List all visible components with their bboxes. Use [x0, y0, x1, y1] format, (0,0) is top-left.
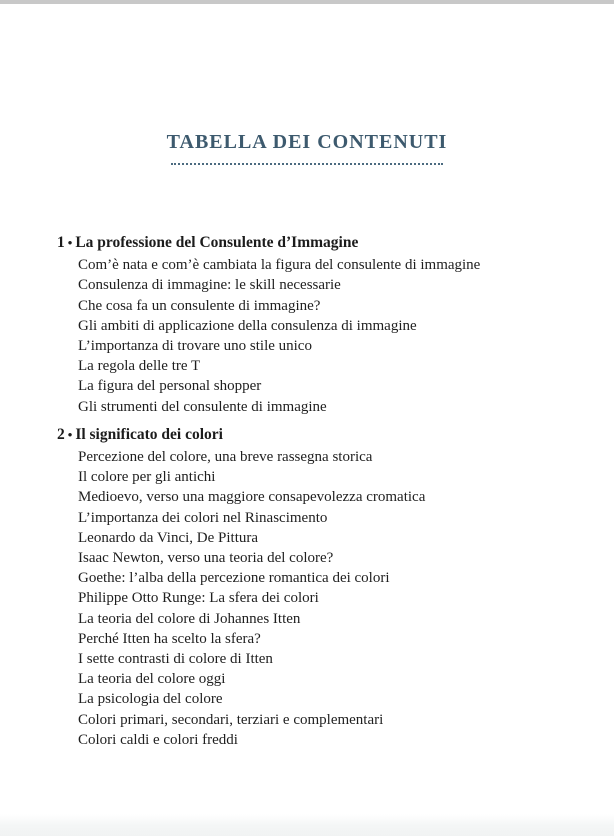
- table-of-contents: [0, 233, 614, 750]
- dotted-divider: [171, 163, 443, 165]
- section-heading[interactable]: [57, 233, 574, 253]
- section-number: 1: [57, 234, 65, 251]
- toc-item[interactable]: Goethe: l’alba della percezione romantica dei colori: [78, 570, 390, 587]
- toc-item[interactable]: Gli strumenti del consulente di immagine: [78, 398, 327, 415]
- toc-header: [0, 0, 614, 165]
- toc-item[interactable]: Colori caldi e colori freddi: [78, 731, 238, 748]
- toc-section: [57, 425, 574, 750]
- page-bottom-edge: [0, 814, 614, 836]
- toc-item[interactable]: Gli ambiti di applicazione della consulenza di immagine: [78, 317, 417, 334]
- page-title: TABELLA DEI CONTENUTI: [166, 131, 448, 153]
- toc-item[interactable]: Che cosa fa un consulente di immagine?: [78, 297, 321, 314]
- toc-item[interactable]: L’importanza di trovare uno stile unico: [78, 338, 312, 355]
- section-number: 2: [57, 425, 65, 443]
- section-heading[interactable]: [57, 425, 574, 445]
- toc-item[interactable]: Percezione del colore, una breve rassegna storica: [78, 449, 373, 466]
- page-top-edge: [0, 0, 614, 4]
- toc-item[interactable]: La figura del personal shopper: [78, 378, 262, 395]
- toc-item[interactable]: Perché Itten ha scelto la sfera?: [78, 630, 261, 647]
- toc-item[interactable]: Colori primari, secondari, terziari e complementari: [78, 711, 384, 728]
- toc-item[interactable]: Leonardo da Vinci, De Pittura: [78, 529, 259, 546]
- toc-section: [57, 233, 574, 417]
- toc-item[interactable]: Philippe Otto Runge: La sfera dei colori: [78, 590, 319, 607]
- toc-item[interactable]: Il colore per gli antichi: [78, 469, 216, 486]
- section-title: La professione del Consulente d’Immagine: [75, 234, 359, 251]
- toc-item[interactable]: L’importanza dei colori nel Rinascimento: [78, 509, 328, 526]
- toc-item[interactable]: Com’è nata e com’è cambiata la figura del consulente di immagine: [78, 257, 481, 274]
- toc-item[interactable]: La teoria del colore di Johannes Itten: [78, 610, 301, 627]
- toc-item[interactable]: La regola delle tre T: [78, 358, 201, 375]
- toc-item[interactable]: Consulenza di immagine: le skill necessarie: [78, 277, 341, 294]
- toc-item[interactable]: I sette contrasti di colore di Itten: [78, 651, 273, 668]
- toc-item[interactable]: La psicologia del colore: [78, 691, 223, 708]
- bullet-separator-icon: •: [67, 235, 73, 250]
- bullet-separator-icon: •: [67, 426, 73, 442]
- toc-item[interactable]: Isaac Newton, verso una teoria del colore?: [78, 550, 334, 567]
- toc-item[interactable]: La teoria del colore oggi: [78, 671, 226, 688]
- section-title: Il significato dei colori: [75, 425, 223, 443]
- toc-item[interactable]: Medioevo, verso una maggiore consapevolezza cromatica: [78, 489, 426, 506]
